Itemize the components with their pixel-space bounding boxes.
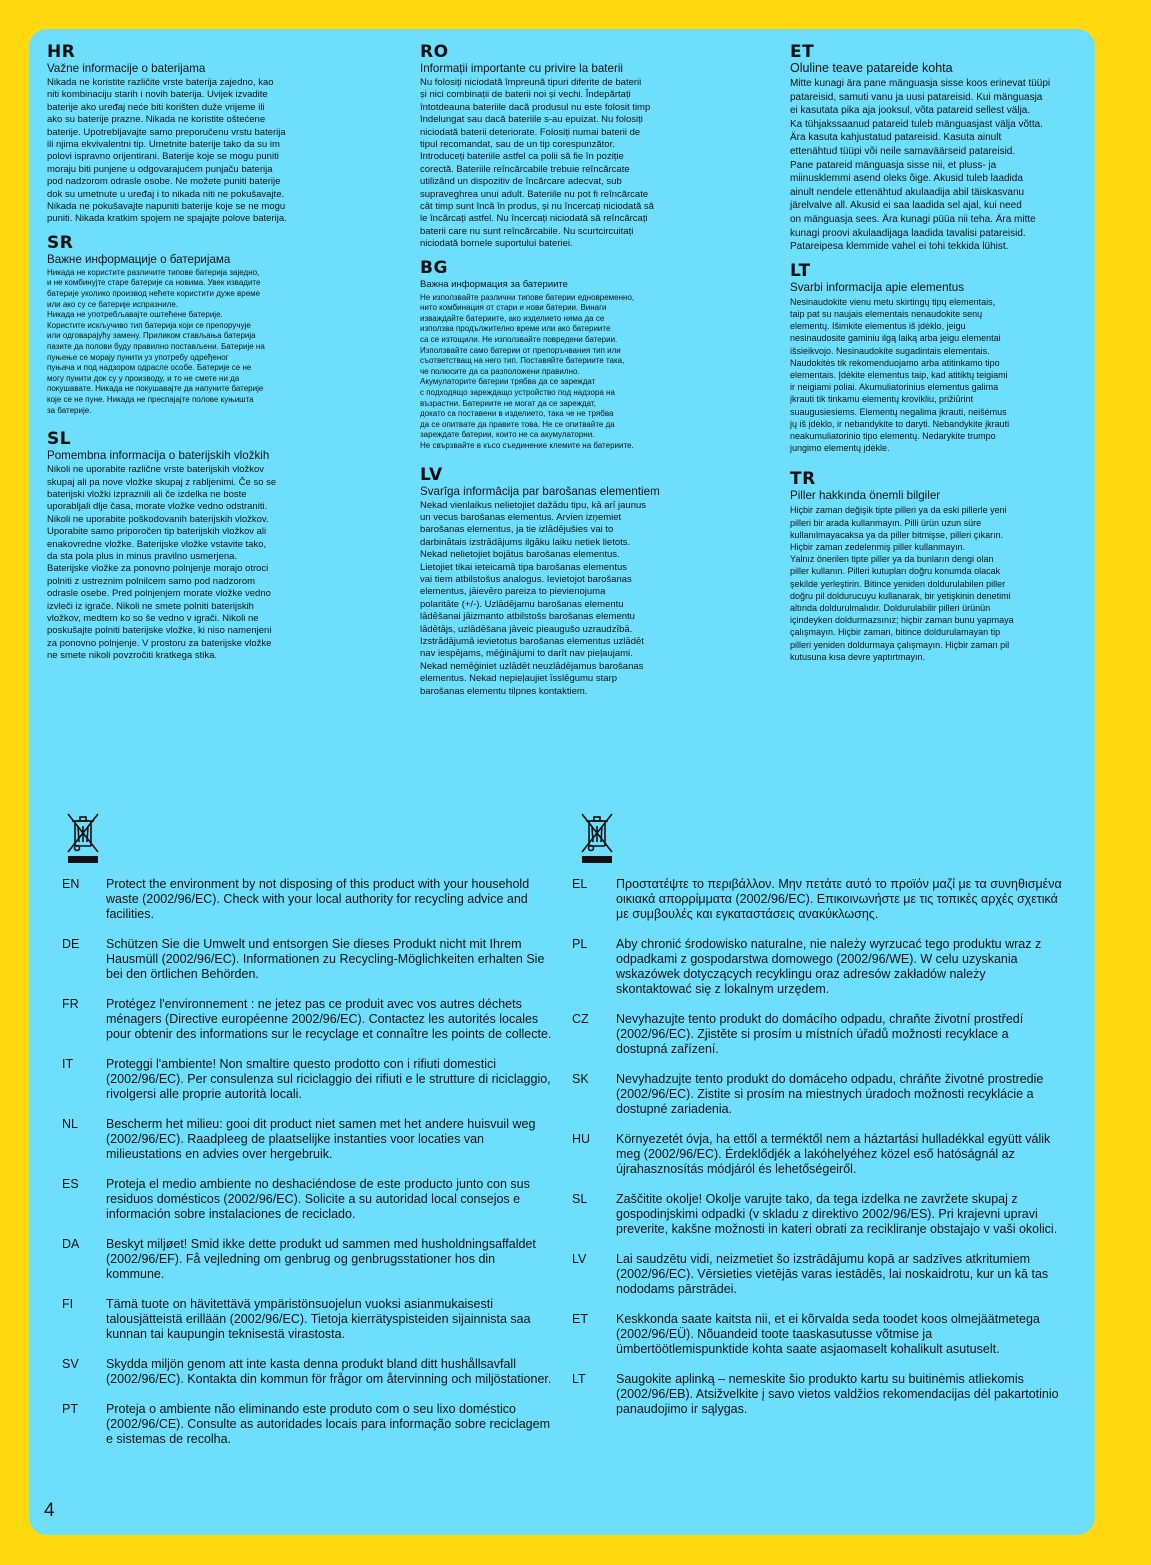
weee-row-hu bbox=[572, 1132, 1062, 1177]
weee-row-nl bbox=[62, 1117, 552, 1162]
language-code: IT bbox=[62, 1057, 74, 1071]
battery-section-sl bbox=[47, 430, 342, 663]
section-subtitle: Piller hakkında önemli bilgiler bbox=[790, 489, 941, 503]
weee-row-el bbox=[572, 877, 1062, 922]
weee-row-fr bbox=[62, 997, 552, 1042]
weee-column-right bbox=[572, 877, 1062, 1432]
page-number: 4 bbox=[44, 1500, 55, 1521]
language-code: PL bbox=[572, 937, 588, 951]
weee-row-sv bbox=[62, 1357, 552, 1387]
weee-text: Protect the environment by not disposing of this product with your household waste (2002/96/EC). Check with your local authority for recycling advice and facilities. bbox=[106, 877, 530, 921]
weee-column-left bbox=[62, 877, 552, 1462]
language-code: BG bbox=[420, 257, 448, 278]
weee-row-lt bbox=[572, 1372, 1062, 1417]
language-code: LT bbox=[572, 1372, 586, 1386]
language-code: FR bbox=[62, 997, 79, 1011]
language-code: RO bbox=[420, 42, 449, 62]
language-code: EN bbox=[62, 877, 80, 891]
language-code: DA bbox=[62, 1237, 80, 1251]
weee-row-cz bbox=[572, 1012, 1062, 1057]
battery-section-lv bbox=[420, 466, 715, 699]
battery-section-sr bbox=[47, 234, 342, 416]
section-text: Не използвайте различни типове батерии едновременно, нито комбинация от стари и нови батерии. Винаги изваждайте батериите, ако изделието няма да се използва продължително време или ако батериите са се изтощили. Не използвайте повредени батерии. Използвайте само батерии от препоръчвания тип или съответстващ на него тип. Поставяйте батериите така, че полюсите да са разположени правилно. Акумулаторите батерии трябва да се зареждат с подходящо зареждащо устройство под надзора на възрастни. Батериите не могат да се зареждат, докато са поставени в изделието, така че не трябва да се опитвате да правите това. Не се опитвайте да зареждате батерии, които не са акумулаторни. Не свързвайте в късо съединение клемите на батериите. bbox=[420, 292, 635, 450]
section-text: Nikada ne koristite različite vrste baterija zajedno, kao niti kombinaciju starih i novih baterija. Uvijek izvadite baterije ako uređaj neće biti korišten duže vrijeme ili ako su baterije prazne. Nikada ne koristite oštećene baterije. Upotrebljavajte samo preporučenu vrstu baterija ili njima ekvivalentni tip. Umetnite baterije tako da su im polovi ispravno orijentirani. Baterije koje se mogu puniti moraju biti punjene u odgovarajućem punjaču baterija pod nadzorom odrasle osobe. Ne možete puniti baterije dok su umetnute u uređaj i to nikada niti ne pokušavajte. Nikada ne pokušavajte napuniti baterije koje se ne mogu puniti. Nikada kratkim spojem ne spajajte polove baterija. bbox=[47, 77, 287, 225]
weee-text: Schützen Sie die Umwelt und entsorgen Sie dieses Produkt nicht mit Ihrem Hausmüll (2002/96/EC). Informationen zu Recycling-Möglichkeiten erhalten Sie bei den örtlichen Behörden. bbox=[106, 937, 545, 981]
weee-text: Tämä tuote on hävitettävä ympäristönsuojelun vuoksi asianmukaisesti talousjätteistä erillään (2002/96/EC). Tietoja kierrätyspisteiden sijainnista saa kunnan tai kaupungin teknisestä virastosta. bbox=[106, 1297, 531, 1341]
language-code: SL bbox=[572, 1192, 588, 1206]
language-code: PT bbox=[62, 1402, 78, 1416]
section-text: Nesinaudokite vienu metu skirtingų tipų elementais, taip pat su naujais elementais nenaudokite senų elementų. Išimkite elementus iš įdėklo, jeigu nesinaudosite gaminiu ilgą laiką arba jeigu elementai išsieikvojo. Nesinaudokite sugadintais elementais. Naudokitės tik rekomenduojamo arba atitinkamo tipo elementais. Įdėkite elementus taip, kad atitiktų teigiami ir neigiami poliai. Akumuliatorinius elementus galima įkrauti tik tinkamu elementų krovikliu, prižiūrint suaugusiesiems. Elementų negalima įkrauti, neišėmus jų iš įdėklo, ir nebandykite to daryti. Nebandykite įkrauti neakumuliatorinio tipo elementų. Nedarykite trumpo jungimo elementų įdėkle. bbox=[790, 296, 1010, 454]
section-text: Никада не користите различите типове батерија заједно, и не комбинујте старе батерије са новима. Увек извадите батерије уколико производ нећете користити дуже време или ако су се батерије испразниле. Никада не употребљавајте оштећене батерије. Користите искључиво тип батерија који се препоручује или одговарајућу замену. Приликом стављања батерија пазите да полови буду правилно постављени. Батерије на пуњење се морају пунити уз употребу одређеног пуњача и под надзором одрасле особе. Батерије се не могу пунити док су у производу, и то не смете ни да покушавате. Никада не покушавајте да напуните батерије које се не пуне. Никада не преспајајте полове куњишта за батерије. bbox=[47, 267, 265, 415]
battery-section-hr bbox=[47, 43, 342, 226]
weee-text: Zaščitite okolje! Okolje varujte tako, da tega izdelka ne zavržete skupaj z gospodinjskimi odpadki (v skladu z direktivo 2002/96/ES). Pri krajevni upravi preverite, kakšne možnosti in kateri obrati za recikliranje obstajajo v vaši okolici. bbox=[616, 1192, 1058, 1236]
battery-section-tr bbox=[790, 470, 1085, 663]
language-code: DE bbox=[62, 937, 80, 951]
weee-text: Proteggi l'ambiente! Non smaltire questo prodotto con i rifiuti domestici (2002/96/EC). Per consulenza sul riciclaggio dei rifiuti e le strutture di riciclaggio, rivolgersi alle proprie autorità locali. bbox=[106, 1057, 551, 1101]
weee-row-en bbox=[62, 877, 552, 922]
section-text: Mitte kunagi ära pane mänguasja sisse koos erinevat tüüpi patareisid, samuti vanu ja uusi patareisid. Kui mänguasja ei kasutata pika aja jooksul, võta patareid sellest välja. Ka tühjakssaanud patareid tuleb mänguasjast välja võtta. Ära kasuta kahjustatud patareisid. Kasuta ainult ettenähtud tüüpi või neile samaväärseid patareisid. Pane patareid mänguasja sisse nii, et pluss- ja miinusklemmi asend oleks õige. Akusid tuleb laadida ainult nendele ettenähtud akulaadija abil täiskasvanu järelvalve all. Akusid ei saa laadida sel ajal, kui need on mänguasja sees. Ära kunagi püüa nii teha. Ära mitte kunagi proovi akulaadijaga laadida tavalisi patareisid. Patareipesa klemmide vahel ei tohi tekkida lühist. bbox=[790, 78, 1051, 253]
weee-row-da bbox=[62, 1237, 552, 1282]
weee-text: Skydda miljön genom att inte kasta denna produkt bland ditt hushållsavfall (2002/96/EC). Kontakta din kommun för frågor om återvinning och miljöstationer. bbox=[106, 1357, 552, 1386]
language-code: CZ bbox=[572, 1012, 589, 1026]
language-code: SK bbox=[572, 1072, 589, 1086]
language-code: HU bbox=[572, 1132, 591, 1146]
weee-row-pt bbox=[62, 1402, 552, 1447]
weee-text: Beskyt miljøet! Smid ikke dette produkt ud sammen med husholdningsaffaldet (2002/96/EF). Få vejledning om genbrug og genbrugsstationer hos din kommune. bbox=[106, 1237, 536, 1281]
battery-section-bg bbox=[420, 259, 715, 452]
battery-column-1 bbox=[47, 43, 342, 671]
weee-text: Lai saudzētu vidi, neizmetiet šo izstrādājumu kopā ar sadzīves atkritumiem (2002/96/EC). Vērsieties vietējās varas iestādēs, lai noskaidrotu, kur un kā tas nododams pārstrādei. bbox=[616, 1252, 1049, 1296]
language-code: NL bbox=[62, 1117, 78, 1131]
weee-row-de bbox=[62, 937, 552, 982]
weee-row-sl bbox=[572, 1192, 1062, 1237]
battery-column-3 bbox=[790, 43, 1085, 671]
crossed-out-wheelie-bin-icon bbox=[65, 812, 101, 864]
language-code: ET bbox=[572, 1312, 588, 1326]
weee-row-pl bbox=[572, 937, 1062, 997]
language-code: LT bbox=[790, 260, 811, 281]
battery-column-2 bbox=[420, 43, 715, 706]
weee-row-fi bbox=[62, 1297, 552, 1342]
weee-text: Protégez l'environnement : ne jetez pas ce produit avec vos autres déchets ménagers (Directive européenne 2002/96/EC). Contactez les autorités locales pour obtenir des informations sur le recyclage et connaître les points de collecte. bbox=[106, 997, 552, 1041]
weee-text: Környezetét óvja, ha ettől a terméktől nem a háztartási hulladékkal együtt válik meg (2002/96/EC). Érdeklődjék a lakóhelyéhez közel eső hatóságnál az újrahasznosítás módjáról és lehetőségeiről. bbox=[616, 1132, 1051, 1176]
section-text: Nu folosiți niciodată împreună tipuri diferite de baterii și nici combinații de baterii noi și vechi. Îndepărtați întotdeauna bateriile dacă produsul nu este folosit timp îndelungat sau dacă bateriile s-au epuizat. Nu folosiți niciodată baterii deteriorate. Folosiți numai baterii de tipul recomandat, sau de un tip corespunzător. Introduceți bateriile astfel ca polii să fie în poziție corectă. Bateriile reîncărcabile trebuie reîncărcate utilizând un dispozitiv de încărcare adecvat, sub supraveghrea unui adult. Bateriile nu pot fi reîncărcate cât timp sunt încă în produs, și nu încercați niciodată să le încărcați astfel. Nu încercați niciodată să reîncărcați baterii care nu sunt reîncărcabile. Nu scurtcircuitați niciodată bornele suportului bateriei. bbox=[420, 77, 654, 250]
weee-row-lv bbox=[572, 1252, 1062, 1297]
language-code: SR bbox=[47, 232, 74, 253]
section-subtitle: Informații importante cu privire la baterii bbox=[420, 62, 623, 75]
language-code: FI bbox=[62, 1297, 74, 1311]
weee-text: Saugokite aplinką – nemeskite šio produkto kartu su buitinėmis atliekomis (2002/96/EB). Atsižvelkite į savo vietos valdžios rekomendacijas dėl pakartotinio panaudojimo ir sąlygas. bbox=[616, 1372, 1059, 1416]
battery-section-ro bbox=[420, 43, 715, 251]
battery-section-lt bbox=[790, 262, 1085, 455]
language-code: TR bbox=[790, 469, 816, 490]
section-subtitle: Важна информация за батериите bbox=[420, 278, 568, 290]
weee-text: Nevyhadzujte tento produkt do domáceho odpadu, chráňte životné prostredie (2002/96/EC). Zistite si prosím na miestnych úradoch možnosti recyklácie a dostupné zariadenia. bbox=[616, 1072, 1044, 1116]
weee-row-it bbox=[62, 1057, 552, 1102]
weee-text: Proteja el medio ambiente no deshaciéndose de este producto junto con sus residuos domésticos (2002/96/EC). Solicite a su autoridad local consejos e información sobre instalaciones de reciclado. bbox=[106, 1177, 530, 1221]
weee-text: Aby chronić środowisko naturalne, nie należy wyrzucać tego produktu wraz z odpadkami z gospodarstwa domowego (2002/96/WE). W celu uzyskania wskazówek dotyczących recyklingu oraz adresów zakładów należy skontaktować się z lokalnym urzędem. bbox=[616, 937, 1042, 996]
weee-text: Keskkonda saate kaitsta nii, et ei kõrvalda seda toodet koos olmejäätmetega (2002/96/EÜ). Nõuandeid toote taaskasutusse võtmise ja ümbertöötlemispunktide kohta saate asjaomaselt kohalikult asutuselt. bbox=[616, 1312, 1040, 1356]
section-subtitle: Svarīga informācija par barošanas elementiem bbox=[420, 484, 660, 498]
section-subtitle: Svarbi informacija apie elementus bbox=[790, 280, 964, 294]
section-subtitle: Pomembna informacija o baterijskih vložkih bbox=[47, 449, 270, 463]
language-code: SL bbox=[47, 429, 72, 450]
section-text: Nekad vienlaikus nelietojiet dažādu tipu, kā arī jaunus un vecus barošanas elementus. Arvien izņemiet barošanas elementus, ja tie izlādējušies vai to darbinātais izstrādājums ilgāku laiku netiek lietots. Nekad nelietojiet bojātus barošanas elementus. Lietojiet tikai ieteicamā tipa barošanas elementus vai tiem atbilstošus analogus. Ievietojot barošanas elementus, jāievēro pareiza to pievienojuma polaritāte (+/-). Uzlādējamu barošanas elementu lādēšanai jāizmanto atbilstošs barošanas elementu lādētājs, uzlādēšana jāveic pieaugušo uzraudzībā. Izstrādājumā ievietotus barošanas elementus uzlādēt nav iespējams, mēģinājumi to darīt nav pieļaujami. Nekad nemēģiniet uzlādēt neuzlādējamus barošanas elementus. Nekad nepieļaujiet īsslēgumu starp barošanas elementu tilpnes kontaktiem. bbox=[420, 499, 647, 697]
language-code: EL bbox=[572, 877, 588, 891]
language-code: ES bbox=[62, 1177, 79, 1191]
section-text: Hiçbir zaman değişik tipte pilleri ya da eski pillerle yeni pilleri bir arada kullanmayın. Pilli ürün uzun süre kullanılmayacaksa ya da piller bitmişse, pilleri çıkarın. Hiçbir zaman zedelenmiş piller kullanmayın. Yalnız önerilen tipte piller ya da bunların dengi olan piller kullanın. Pilleri kutupları doğru konumda olacak şekilde yerleştirin. Bitince yeniden doldurulabilen piller doğru pil doldurucuyu kullanarak, bir yetişkinin denetimi altında doldurulmalıdır. Doldurulabilir pilleri ürünün içindeyken doldurmazsınız; hiçbir zaman bunu yapmaya çalışmayın. Hiçbir zaman, bitince doldurulamayan tip pilleri yeniden doldurmaya çalışmayın. Hiçbir zaman pil kutusuna kısa devre yaptırtmayın. bbox=[790, 505, 1014, 662]
weee-text: Bescherm het milieu: gooi dit product niet samen met het andere huisvuil weg (2002/96/EC). Raadpleeg de plaatselijke instanties voor locaties van milieustations en advies over hergebruik. bbox=[106, 1117, 536, 1161]
language-code: HR bbox=[47, 42, 76, 62]
language-code: LV bbox=[420, 464, 443, 485]
weee-text: Proteja o ambiente não eliminando este produto com o seu lixo doméstico (2002/96/CE). Consulte as autoridades locais para informação sobre reciclagem e sistemas de recolha. bbox=[106, 1402, 550, 1446]
section-subtitle: Важне информације о батеријама bbox=[47, 252, 231, 266]
battery-section-et bbox=[790, 43, 1085, 254]
weee-text: Nevyhazujte tento produkt do domácího odpadu, chraňte životní prostředí (2002/96/EC). Zjistěte si prosím u místních úřadů možnosti recyklace a dostupná zařízení. bbox=[616, 1012, 1024, 1056]
language-code: ET bbox=[790, 42, 815, 62]
language-code: LV bbox=[572, 1252, 587, 1266]
section-subtitle: Oluline teave patareide kohta bbox=[790, 61, 953, 75]
crossed-out-wheelie-bin-icon bbox=[579, 812, 615, 864]
language-code: SV bbox=[62, 1357, 79, 1371]
section-subtitle: Važne informacije o baterijama bbox=[47, 62, 206, 75]
weee-row-sk bbox=[572, 1072, 1062, 1117]
weee-row-es bbox=[62, 1177, 552, 1222]
section-text: Nikoli ne uporabite različne vrste baterijskih vložkov skupaj ali pa nove vložke skupaj z rabljenimi. Če so se baterijski vložki izpraznili ali če izdelka ne boste uporabljali dlje časa, morate vložke vedno odstraniti. Nikoli ne uporabite poškodovanih baterijskih vložkov. Uporabite samo priporočen tip baterijskih vložkov ali enakovredne vložke. Baterijske vložke vstavite tako, da sta pola plus in minus pravilno usmerjena. Baterijske vložke za ponovno polnjenje morajo otroci polniti z ustreznim polnilcem samo pod nadzorom odrasle osebe. Pred polnjenjem morate vložke vedno izvleči iz igrače. Nikoli ne smete polniti baterijskih vložkov, medtem ko so še vedno v igrači. Nikoli ne poskušajte polniti baterijske vložke, ki niso namenjeni za ponovno polnjenje. V prostoru za baterijske vložke ne smete nikoli povzročiti kratkega stika. bbox=[47, 464, 277, 662]
weee-row-et bbox=[572, 1312, 1062, 1357]
weee-text: Προστατέψτε το περιβάλλον. Μην πετάτε αυτό το προϊόν μαζί με τα συνηθισμένα οικιακά απορρίμματα (2002/96/EC). Επικοινωνήστε με τις τοπικές αρχές σχετικά με συμβουλές και εγκαταστάσεις ανακύκλωσης. bbox=[616, 877, 1062, 921]
